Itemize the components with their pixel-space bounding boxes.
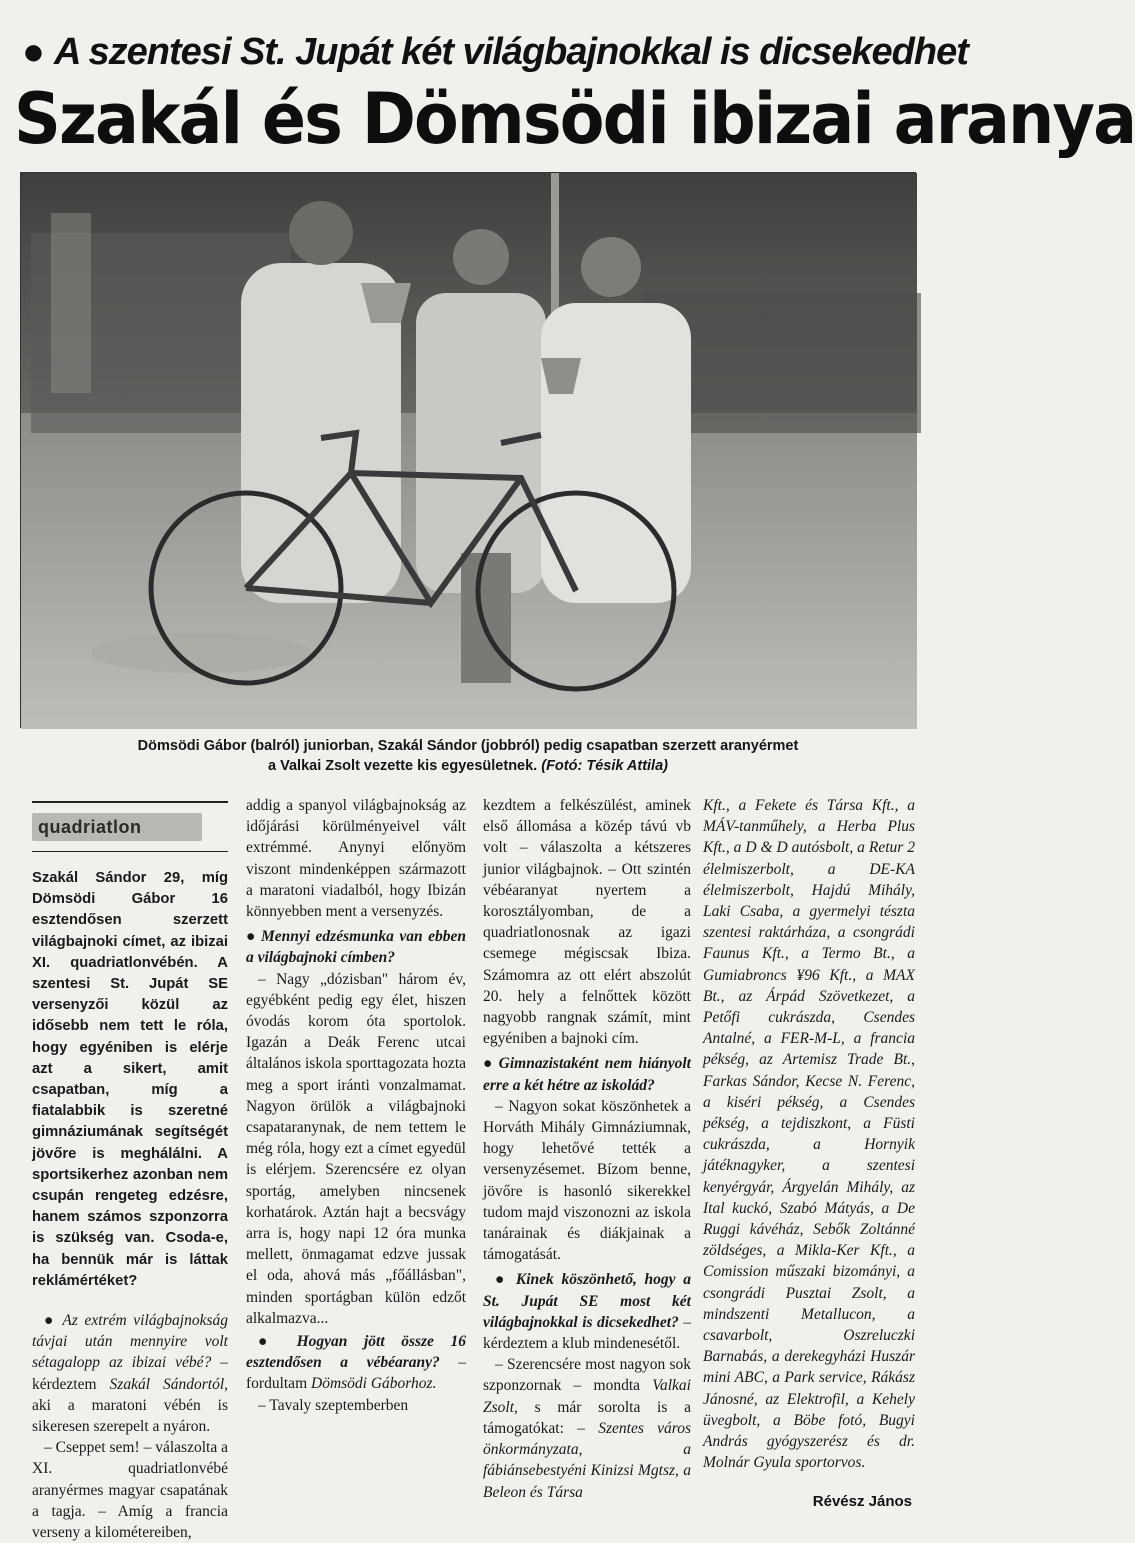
column-3 bbox=[483, 795, 691, 1503]
col2-paragraph-1: addig a spanyol világbajnokság az időjárási körülményeivel vált extrémmé. Anynyi előnyöm viszont mindenképpen származott a maratoni viadalból, hogy Ibizán könnyebben ment a versenyzés. bbox=[246, 797, 466, 921]
col3-paragraph-2: – Nagyon sokat köszönhetek a Horváth Mihály Gimnáziumnak, hogy lehetővé tették a versenyzésemet. Bízom benne, jövőre is hasonló sikerekkel tudom majd viszonozni az iskola tanárainak és diákjainak a támogatását. bbox=[483, 1097, 691, 1264]
column-2 bbox=[246, 795, 466, 1416]
col3-paragraph-3-name: Valkai Zsolt, bbox=[483, 1377, 691, 1416]
col3-paragraph-3a: – Szerencsére most nagyon sok szponzornak – mondta bbox=[483, 1356, 691, 1395]
col2-paragraph-2: – Nagy „dózisban" három év, egyébként pedig egy élet, hiszen óvodás korom óta sportolok. Igazán a Deák Ferenc utcai általános iskola sporttagozata hozta meg a sport iránti vonzalmamat. Nagyon örülök a világbajnoki csapataranynak, de nem tettem le még róla, hogy ezt a címet egyedül is elérjem. Szerencsére ez olyan sportág, amelyben nincsenek korhatárok. Aztán hajt a becsvágy arra is, hogy napi 12 óra munka mellett, önmagamat edzve jussak el oda, ahová más „főállásban", minden sportágban külön edzőt alkalmazva... bbox=[246, 970, 466, 1327]
question-3 bbox=[246, 1331, 466, 1395]
question-5-tail: – kérdeztem a klub mindenesétől. bbox=[483, 1313, 691, 1353]
rubric-bottom-rule bbox=[32, 851, 228, 852]
bicycle-and-athletes-photo bbox=[21, 173, 917, 729]
caption-line-1: Dömsödi Gábor (balról) juniorban, Szakál Sándor (jobbról) pedig csapatban szerzett aranyérmet bbox=[137, 738, 799, 754]
col3-paragraph-3b: s már sorolta is a támogatókat: – bbox=[483, 1398, 691, 1437]
column-4 bbox=[703, 795, 915, 1474]
question-2-text: Mennyi edzésmunka van ebben a világbajnoki címben? bbox=[246, 928, 466, 967]
question-bullet: ● bbox=[483, 1055, 495, 1073]
col1-paragraph-2: – Cseppet sem! – válaszolta a XI. quadriatlonvébé aranyérmes magyar csapatának a tagja. – Amíg a francia verseny a kilométereiben, bbox=[32, 1439, 228, 1542]
sponsor-list-continued: Kft., a Fekete és Társa Kft., a MÁV-tanműhely, a Herba Plus Kft., a D & D autósbolt, a Retur 2 élelmiszerbolt, a DE-KA élelmiszerbolt, Hajdú Mihály, Laki Csaba, a gyermelyi tészta szentesi raktárháza, a csongrádi Faunus Kft., a Termo Bt., a Gumiabroncs ¥96 Kft., a MAX Bt., az Árpád Szövetkezet, a Petőfi cukrászda, Csendes Antalné, a FER-M-L, a franciа pékség, az Artemisz Trade Bt., Farkas Sándor, Kecse N. Ferenc, a kiséri pékség, a Csendes pékség, a tejdiszkont, a Füsti cukrászda, a Hornyik játéknagyker, a szentesi kenyérgyár, Árgyelán Mihály, az Ital kuckó, Szabó Mátyás, a De Ruggi kávéház, Sebők Zoltánné zöldséges, a Mikla-Ker Kft., a Comission műszaki bizománуi, a csongrádi Pusztai Zsolt, a mindszenti Metallucon, a csavarbolt, Oszreluczki Barnabás, a derekegyházi Huszár mini ABC, a Park service, Rákász Jánosné, az Elektrofil, a Kehely üvegbolt, a Böbe fotó, Bugyi András gyógyszerész és dr. Molnár Gyula sportorvos. bbox=[703, 797, 915, 1472]
article-author: Révész János bbox=[812, 1493, 912, 1510]
question-bullet: ● bbox=[246, 928, 257, 946]
question-4 bbox=[483, 1053, 691, 1095]
article-photo bbox=[20, 172, 916, 728]
question-3-tail: – fordultam bbox=[246, 1354, 466, 1393]
photo-credit: (Fotó: Tésik Attila) bbox=[541, 758, 668, 774]
col3-paragraph-1: kezdtem a felkészülést, aminek első állomása a közép távú vb volt – válaszolta a kétszeres junior világbajnok. – Ott szintén vébéaranyat nyertem a korosztályomban, de a quadriatlonosnak az igazi csemege mégiscsak Ibiza. Számomra az ott elért abszolút 20. hely a felnőttek között nagyobb rangnak számít, mint egyéniben a bajnoki cím. bbox=[483, 797, 691, 1048]
question-2 bbox=[246, 926, 466, 968]
article-kicker bbox=[22, 30, 968, 74]
question-1-tail: – kérdeztem bbox=[32, 1354, 228, 1393]
article-lead: Szakál Sándor 29, míg Dömsödi Gábor 16 esztendősen szerzett világbajnoki címet, az ibizai XI. quadriatlonvébén. A szentesi St. Jupát SE versenyzői közül az idősebb nem tett le róla, hogy egyéniben is elérje azt a sikert, amit csapatban, míg a fiatalabbik is szeretné gimnáziumának segítségét jövőre is meghálálni. A sportsikerhez azonban nem csupán rengeteg edzésre, hanem számos szponzorra is szükség van. Csoda-e, ha bennük már is láttak reklámértéket? bbox=[32, 870, 228, 1289]
question-1-rest: aki a maratoni vébén is sikeresen szerepelt a nyáron. bbox=[32, 1396, 228, 1436]
question-bullet: ● bbox=[44, 1312, 57, 1330]
question-1 bbox=[32, 1310, 228, 1437]
sponsor-list-start: Szentes város önkormányzata, a fábiánsebestyéni Kinizsi Mgtsz, a Beleon és Társa bbox=[483, 1419, 692, 1501]
column-1 bbox=[32, 795, 228, 1543]
photo-caption bbox=[20, 736, 916, 776]
question-5 bbox=[483, 1269, 691, 1354]
question-3-name: Dömsödi Gáborhoz. bbox=[311, 1375, 437, 1393]
question-1-text: Az extrém világbajnokság távjai után mennyire volt sétagalopp az ibizai vébé? bbox=[32, 1312, 228, 1372]
article-headline: Szakál és Dömsödi ibizai aranya bbox=[14, 78, 1135, 160]
question-bullet: ● bbox=[258, 1333, 281, 1351]
question-4-text: Gimnazistaként nem hiányolt erre a két hétre az iskolád? bbox=[483, 1055, 691, 1094]
col3-paragraph-3 bbox=[483, 1354, 691, 1502]
section-rubric: quadriatlon bbox=[32, 813, 202, 841]
question-3-text: Hogyan jött össze 16 esztendősen a vébéarany? bbox=[246, 1333, 466, 1372]
kicker-text: A szentesi St. Jupát két világbajnokkal is dicsekedhet bbox=[53, 31, 968, 73]
kicker-bullet: ● bbox=[22, 31, 44, 73]
col2-paragraph-3: – Tavaly szeptemberben bbox=[258, 1396, 409, 1414]
rubric-top-rule bbox=[32, 801, 228, 803]
question-bullet: ● bbox=[495, 1271, 509, 1289]
question-1-name: Szakál Sándortól, bbox=[109, 1375, 228, 1393]
caption-line-2: a Valkai Zsolt vezette kis egyesületnek. bbox=[268, 758, 538, 774]
question-5-text: Kinek köszönhető, hogy a St. Jupát SE most két világbajnokkal is dicsekedhet? bbox=[483, 1271, 691, 1331]
